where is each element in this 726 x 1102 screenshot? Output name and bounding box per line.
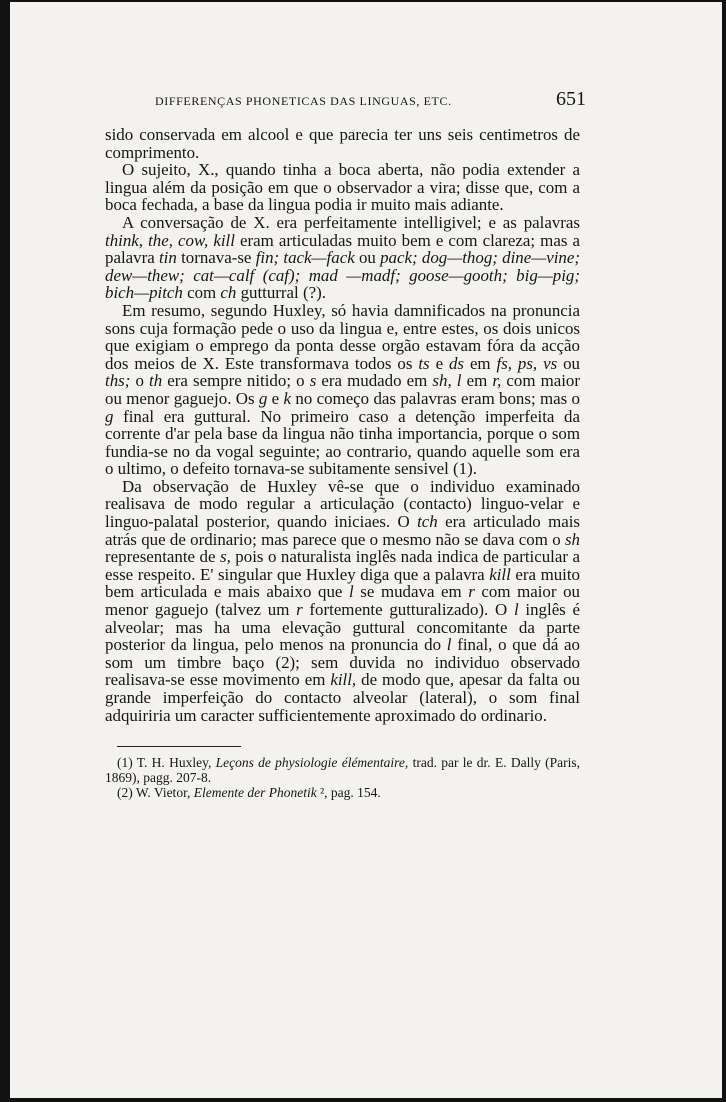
footnotes	[105, 755, 580, 800]
text-run: ou	[557, 353, 580, 373]
italic-run: r	[296, 600, 303, 620]
text-run: se mudava em	[353, 582, 469, 602]
text-run: com maior ou menor gaguejo (talvez um	[105, 582, 580, 620]
text-run: Da observação de Huxley vê-se que o individuo examinado realisava de modo regular a articulação (contacto) linguo-velar e linguo-palatal posterior, quando iniciaes. O	[105, 476, 580, 532]
text-run: era muito bem articulada e mais abaixo que	[105, 564, 580, 602]
page-number: 651	[556, 88, 586, 110]
text-run: no começo das palavras eram bons; mas o	[291, 388, 580, 408]
paragraph	[105, 302, 580, 478]
italic-run: Elemente der Phonetik	[193, 785, 317, 801]
text-run: em	[464, 353, 497, 373]
italic-run: r	[468, 582, 475, 602]
italic-run: pack; dog—thog; dine—vine; dew—thew; cat—calf (caf); mad —madf; goose—gooth; big—pig; bich—pitch	[105, 248, 581, 303]
italic-run: g	[258, 388, 268, 408]
text-run: com maior ou menor gaguejo. Os	[105, 371, 581, 408]
footnote	[105, 755, 580, 785]
running-title: DIFFERENÇAS PHONETICAS DAS LINGUAS, ETC.	[155, 94, 452, 108]
text-run: A conversação de X. era perfeitamente intelligivel; e as palavras	[122, 212, 580, 232]
text-run: inglês é alveolar; mas ha uma elevação guttural concomitante da parte posterior da lingua, pelo menos na pronuncia do	[105, 600, 580, 655]
paragraph	[105, 161, 580, 214]
text-run: era mudado em	[316, 371, 433, 391]
italic-run: l	[513, 600, 519, 620]
italic-run: fin; tack—fack	[255, 248, 355, 268]
italic-run: tch	[417, 512, 438, 532]
text-run: (1) T. H. Huxley,	[117, 755, 216, 771]
text-run: era articulado mais atrás que de ordinario; mas parece que o mesmo não se dava com o	[105, 512, 580, 549]
italic-run: kill,	[330, 670, 357, 690]
italic-run: think, the, cow, kill	[105, 230, 235, 250]
italic-run: sh	[564, 529, 580, 549]
text-run: tornava-se	[176, 248, 256, 268]
text-run: (2) W. Vietor,	[117, 785, 194, 801]
paragraph	[105, 126, 580, 161]
italic-run: g	[105, 406, 114, 426]
text-run: O sujeito, X., quando tinha a boca aberta, não podia extender a lingua além da posição em que o observador a vira; disse que, com a boca fechada, a base da lingua podia ir muito mais adiante.	[105, 160, 580, 215]
text-run: em	[461, 371, 493, 391]
body-text	[105, 126, 580, 724]
text-run: o	[130, 371, 150, 391]
italic-run: k	[283, 388, 292, 408]
text-run: e	[267, 388, 284, 408]
footnote	[105, 785, 580, 800]
italic-run: ts	[418, 353, 430, 373]
italic-run: ch	[220, 283, 237, 303]
text-run: ou	[354, 248, 381, 268]
italic-run: sh, l	[432, 371, 462, 391]
paragraph	[105, 478, 580, 724]
italic-run: s	[309, 371, 317, 391]
text-run: e	[429, 353, 449, 373]
text-run: sido conservada em alcool e que parecia ter uns seis centimetros de comprimento.	[105, 125, 580, 162]
text-run: final era guttural. No primeiro caso a detenção imperfeita da corrente d'ar pela base da lingua não tinha importancia, porque o som fundia-se no da vogal seguinte; ao contrario, quando aquelle som era o ultimo, o defeito tornava-se subitamente sensivel (1).	[105, 406, 580, 479]
text-run: com	[182, 283, 221, 303]
text-run: gutturral (?).	[236, 283, 326, 303]
text-run: de modo que, apesar da falta ou grande imperfeição do contacto alveolar (lateral), o som final adquiriria um caracter sufficientemente aproximado do ordinario.	[105, 670, 580, 725]
italic-run: l	[349, 582, 354, 602]
text-run: eram articuladas muito bem e com clareza; mas a palavra	[105, 230, 580, 268]
text-run: pois o naturalista inglês nada indica de particular a esse respeito. E' singular que Huxley diga que a palavra	[105, 547, 580, 584]
text-block	[105, 88, 586, 801]
italic-run: tin	[158, 248, 177, 268]
text-run: representante de	[105, 547, 220, 567]
text-run: era sempre nitido; o	[162, 371, 310, 391]
italic-run: fs, ps, vs	[496, 353, 558, 373]
italic-run: ds	[448, 353, 465, 373]
text-run: fortemente gutturalizado). O	[302, 600, 514, 620]
footnote-divider	[117, 746, 241, 747]
text-run: trad. par le dr. E. Dally (Paris, 1869), pagg. 207-8.	[105, 755, 581, 786]
paragraph	[105, 214, 580, 302]
italic-run: th	[149, 371, 163, 391]
italic-run: r,	[492, 371, 502, 391]
text-run: ², pag. 154.	[316, 785, 381, 801]
text-run: final, o que dá ao som um timbre baço (2); sem duvida no individuo observado realisava-se esse movimento em	[105, 635, 580, 690]
italic-run: l	[446, 635, 452, 655]
italic-run: s,	[220, 547, 231, 567]
italic-run: ths;	[105, 371, 131, 391]
italic-run: kill	[489, 564, 511, 584]
book-page	[10, 2, 722, 1098]
text-run: Em resumo, segundo Huxley, só havia damnificados na pronuncia sons cuja formação pede o uso da lingua e, entre estes, os dois unicos que exigiam o emprego da ponta desse orgão estavam fóra da acção dos meios de X. Este transformava todos os	[105, 300, 580, 373]
italic-run: Leçons de physiologie élémentaire,	[215, 755, 409, 771]
page-header	[105, 88, 586, 118]
